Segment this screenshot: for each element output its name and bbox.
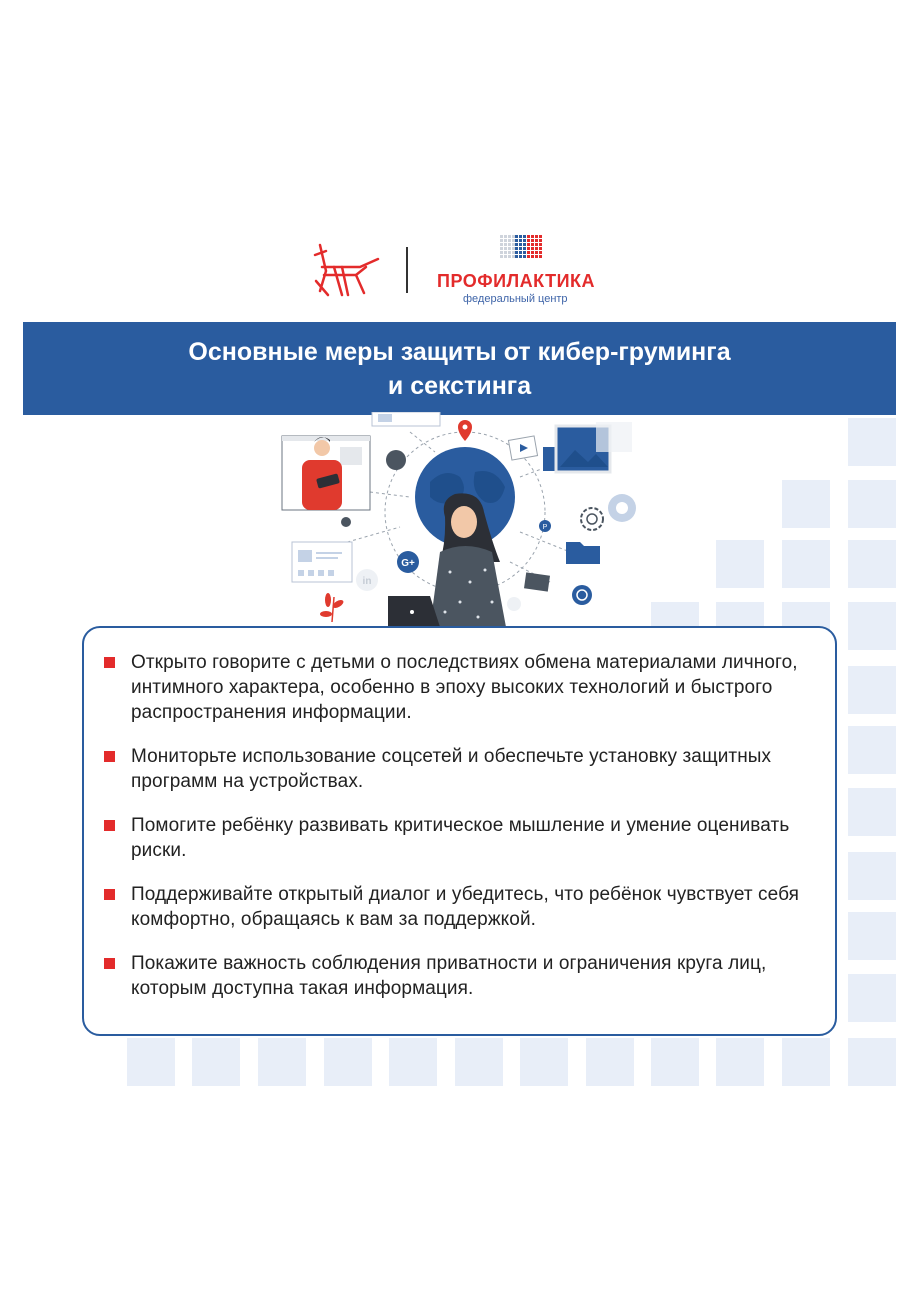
bg-square (258, 1038, 306, 1086)
bg-square (127, 1038, 175, 1086)
svg-text:G+: G+ (401, 558, 415, 569)
russia-flag-dots-icon (500, 235, 542, 263)
linkedin-icon (356, 569, 378, 591)
measure-text: Покажите важность соблюдения приватности и ограничения круга лиц, которым доступна такая информация. (131, 953, 767, 999)
email-icon (524, 572, 550, 591)
brand-subtitle: федеральный центр (463, 293, 568, 305)
logo-divider (406, 247, 408, 293)
svg-text:P: P (542, 524, 548, 531)
measure-text: Помогите ребёнку развивать критическое мышление и умение оценивать риски. (131, 815, 790, 861)
man-with-tablet-window (282, 436, 370, 510)
bg-square (782, 480, 830, 528)
bg-square (192, 1038, 240, 1086)
whatsapp-icon (572, 585, 592, 605)
pinterest-icon (539, 520, 551, 532)
bg-square (389, 1038, 437, 1086)
red-square-bullet-icon (104, 751, 115, 762)
bg-square (782, 540, 830, 588)
bg-square (586, 1038, 634, 1086)
image-icon (542, 422, 632, 472)
bg-square (716, 1038, 764, 1086)
bg-square (782, 1038, 830, 1086)
bg-square (651, 1038, 699, 1086)
red-square-bullet-icon (104, 889, 115, 900)
webpage-wireframe (292, 542, 352, 582)
folder-icon (566, 542, 600, 564)
measure-text: Поддерживайте открытый диалог и убедитесь, что ребёнок чувствует себя комфортно, обращаясь к вам за поддержкой. (131, 884, 800, 930)
horse-logo-icon (312, 241, 382, 297)
red-square-bullet-icon (104, 657, 115, 668)
bg-square (848, 974, 896, 1022)
video-play-icon (508, 436, 537, 460)
bg-square (455, 1038, 503, 1086)
bg-square (324, 1038, 372, 1086)
protection-measures-card (82, 626, 837, 1036)
svg-text:in: in (362, 576, 372, 587)
bg-square (848, 912, 896, 960)
logo-row (0, 235, 919, 305)
measure-item (104, 951, 815, 1001)
bg-square (848, 852, 896, 900)
measure-item (104, 744, 815, 794)
red-square-bullet-icon (104, 958, 115, 969)
bg-square (848, 726, 896, 774)
bg-square (848, 602, 896, 650)
bg-square (848, 788, 896, 836)
measure-text: Открыто говорите с детьми о последствиях обмена материалами личного, интимного характера, особенно в эпоху высоких технологий и быстрого распространения информации. (131, 652, 798, 723)
measure-item (104, 813, 815, 863)
brand-name: ПРОФИЛАКТИКА (437, 271, 595, 291)
measure-text: Мониторьте использование соцсетей и обеспечьте установку защитных программ на устройствах. (131, 746, 772, 792)
red-square-bullet-icon (104, 820, 115, 831)
title-banner (23, 322, 896, 415)
gear-icon (581, 494, 636, 530)
bg-square (848, 1038, 896, 1086)
bg-square (848, 418, 896, 466)
bg-square (848, 480, 896, 528)
bg-square (848, 666, 896, 714)
bg-square (520, 1038, 568, 1086)
google-plus-icon (397, 551, 419, 573)
page-title-line-2: и секстинга (387, 371, 532, 400)
plant-icon (320, 593, 345, 622)
measure-item (104, 650, 815, 725)
bg-square (848, 540, 896, 588)
page-title-line-1: Основные меры защиты от кибер-груминга (188, 337, 731, 366)
bg-square (716, 540, 764, 588)
online-safety-illustration (270, 412, 650, 627)
measure-item (104, 882, 815, 932)
map-pin-icon (458, 420, 472, 441)
